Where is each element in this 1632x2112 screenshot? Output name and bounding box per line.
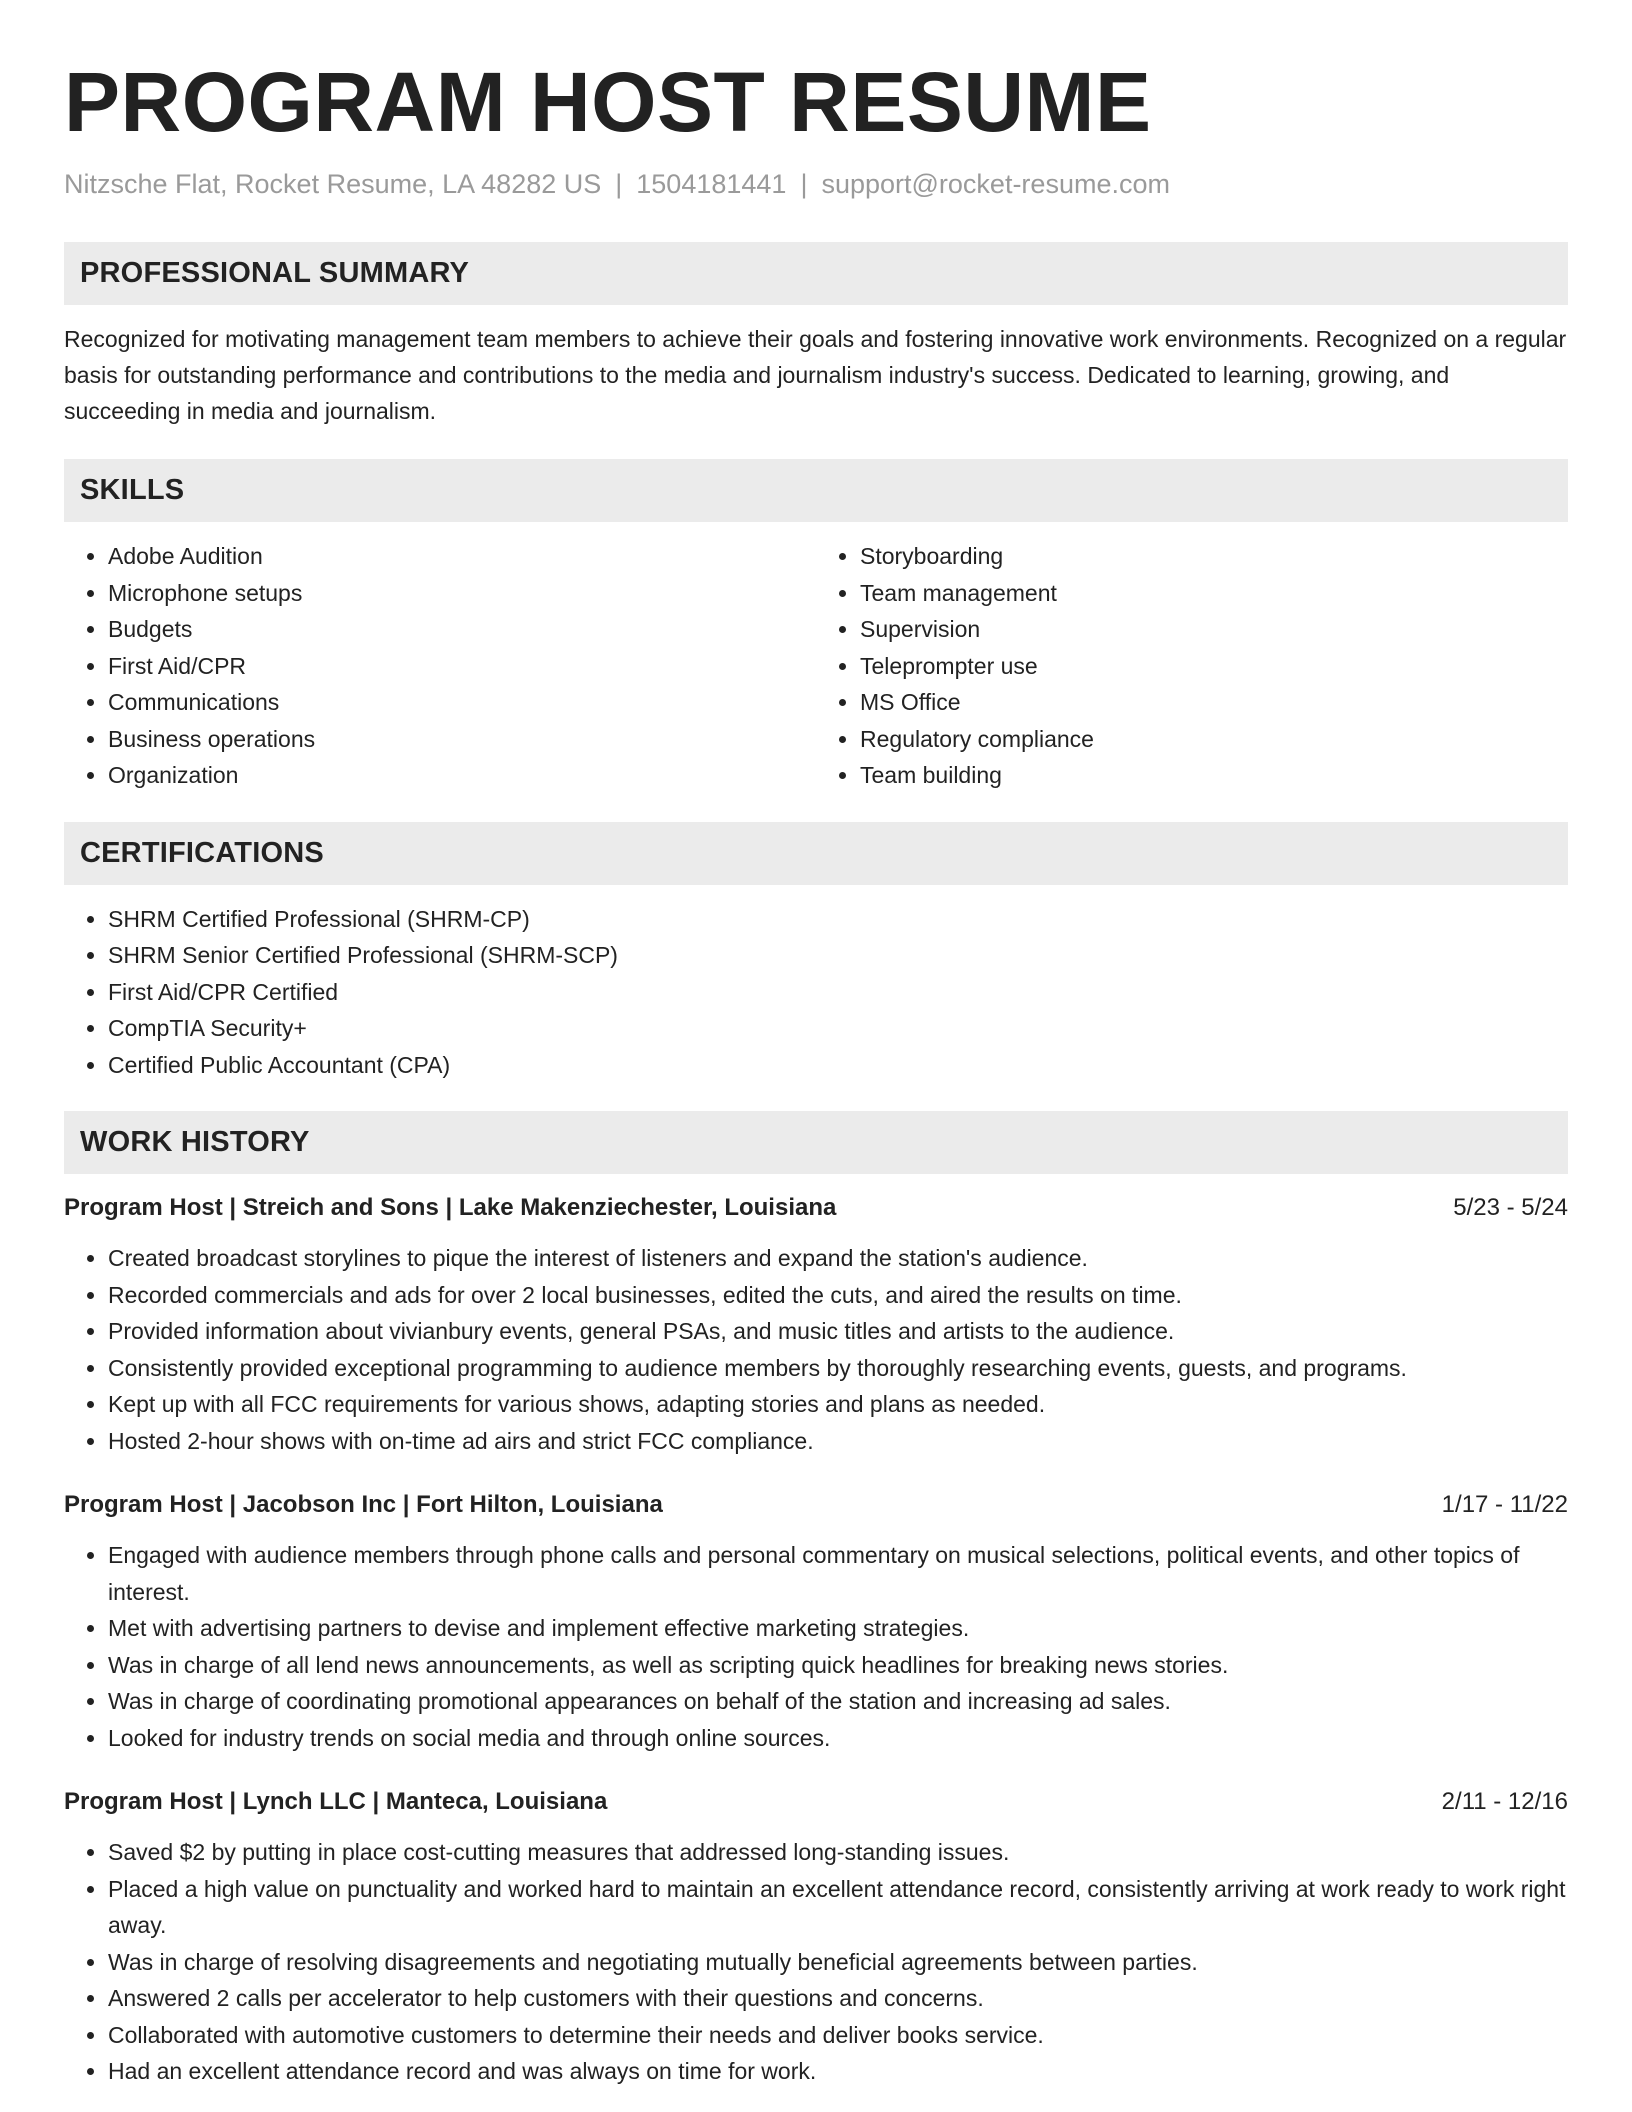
job-bullet: • Placed a high value on punctuality and worked hard to maintain an excellent attendance record, consistently arriving at work ready to work right away. — [108, 1871, 1568, 1944]
job-bullet: • Kept up with all FCC requirements for various shows, adapting stories and plans as needed. — [108, 1386, 1568, 1423]
certification-item: • First Aid/CPR Certified — [108, 974, 1568, 1011]
certifications-section — [64, 822, 1568, 1084]
contact-line — [64, 166, 1568, 202]
skill-item: • Supervision — [860, 611, 1568, 648]
job-dates: 5/23 - 5/24 — [1453, 1194, 1568, 1221]
job-bullets — [64, 1240, 1568, 1459]
job-bullets — [64, 1537, 1568, 1756]
job-entry — [64, 1784, 1568, 2090]
skill-item: • Microphone setups — [108, 575, 816, 612]
skill-item: • Team management — [860, 575, 1568, 612]
certification-item: • SHRM Senior Certified Professional (SHRM-SCP) — [108, 937, 1568, 974]
skill-item: • Business operations — [108, 721, 816, 758]
skill-item: • Budgets — [108, 611, 816, 648]
job-bullet: • Provided information about vivianbury events, general PSAs, and music titles and artists to the audience. — [108, 1313, 1568, 1350]
skill-item: • Teleprompter use — [860, 648, 1568, 685]
skill-item: • Regulatory compliance — [860, 721, 1568, 758]
contact-phone: 1504181441 — [636, 169, 787, 199]
work-history-section — [64, 1111, 1568, 2090]
certification-item: • CompTIA Security+ — [108, 1010, 1568, 1047]
certifications-heading: CERTIFICATIONS — [64, 822, 1568, 885]
contact-separator: | — [615, 169, 623, 199]
job-dates: 1/17 - 11/22 — [1441, 1491, 1568, 1518]
skills-heading: SKILLS — [64, 459, 1568, 522]
job-bullet: • Recorded commercials and ads for over 2 local businesses, edited the cuts, and aired the results on time. — [108, 1277, 1568, 1314]
skills-list-left — [64, 538, 816, 794]
job-title: Program Host | Lynch LLC | Manteca, Louisiana — [64, 1788, 608, 1815]
skill-item: • First Aid/CPR — [108, 648, 816, 685]
job-bullet: • Was in charge of resolving disagreements and negotiating mutually beneficial agreements between parties. — [108, 1944, 1568, 1981]
job-entry — [64, 1487, 1568, 1756]
summary-heading: PROFESSIONAL SUMMARY — [64, 242, 1568, 305]
job-entry — [64, 1190, 1568, 1459]
skill-item: • Organization — [108, 757, 816, 794]
summary-section — [64, 242, 1568, 429]
job-title: Program Host | Jacobson Inc | Fort Hilton, Louisiana — [64, 1491, 663, 1518]
job-bullet: • Saved $2 by putting in place cost-cutting measures that addressed long-standing issues. — [108, 1834, 1568, 1871]
contact-email: support@rocket-resume.com — [821, 169, 1170, 199]
job-bullet: • Collaborated with automotive customers to determine their needs and deliver books service. — [108, 2017, 1568, 2054]
skill-item: • Team building — [860, 757, 1568, 794]
contact-separator: | — [800, 169, 808, 199]
skill-item: • Communications — [108, 684, 816, 721]
work-history-heading: WORK HISTORY — [64, 1111, 1568, 1174]
skills-list-right — [816, 538, 1568, 794]
job-bullet: • Met with advertising partners to devise and implement effective marketing strategies. — [108, 1610, 1568, 1647]
job-bullets — [64, 1834, 1568, 2090]
skill-item: • Storyboarding — [860, 538, 1568, 575]
job-bullet: • Was in charge of coordinating promotional appearances on behalf of the station and increasing ad sales. — [108, 1683, 1568, 1720]
job-bullet: • Looked for industry trends on social media and through online sources. — [108, 1720, 1568, 1757]
job-bullet: • Consistently provided exceptional programming to audience members by thoroughly researching events, guests, and programs. — [108, 1350, 1568, 1387]
job-bullet: • Had an excellent attendance record and was always on time for work. — [108, 2053, 1568, 2090]
certification-item: • SHRM Certified Professional (SHRM-CP) — [108, 901, 1568, 938]
contact-address: Nitzsche Flat, Rocket Resume, LA 48282 US — [64, 169, 602, 199]
skill-item: • MS Office — [860, 684, 1568, 721]
certification-item: • Certified Public Accountant (CPA) — [108, 1047, 1568, 1084]
job-bullet: • Hosted 2-hour shows with on-time ad airs and strict FCC compliance. — [108, 1423, 1568, 1460]
job-bullet: • Created broadcast storylines to pique the interest of listeners and expand the station's audience. — [108, 1240, 1568, 1277]
job-bullet: • Was in charge of all lend news announcements, as well as scripting quick headlines for breaking news stories. — [108, 1647, 1568, 1684]
job-bullet: • Answered 2 calls per accelerator to help customers with their questions and concerns. — [108, 1980, 1568, 2017]
resume-title: PROGRAM HOST RESUME — [64, 55, 1152, 149]
skills-section — [64, 459, 1568, 794]
certifications-list — [64, 901, 1568, 1084]
summary-text: Recognized for motivating management team members to achieve their goals and fostering innovative work environments. Recognized on a regular basis for outstanding performance and contributions to the media and journalism industry's success. Dedicated to learning, growing, and succeeding in media and journalism. — [64, 326, 1567, 424]
skill-item: • Adobe Audition — [108, 538, 816, 575]
job-title: Program Host | Streich and Sons | Lake Makenziechester, Louisiana — [64, 1194, 837, 1221]
job-dates: 2/11 - 12/16 — [1441, 1788, 1568, 1815]
job-bullet: • Engaged with audience members through phone calls and personal commentary on musical selections, political events, and other topics of interest. — [108, 1537, 1568, 1610]
